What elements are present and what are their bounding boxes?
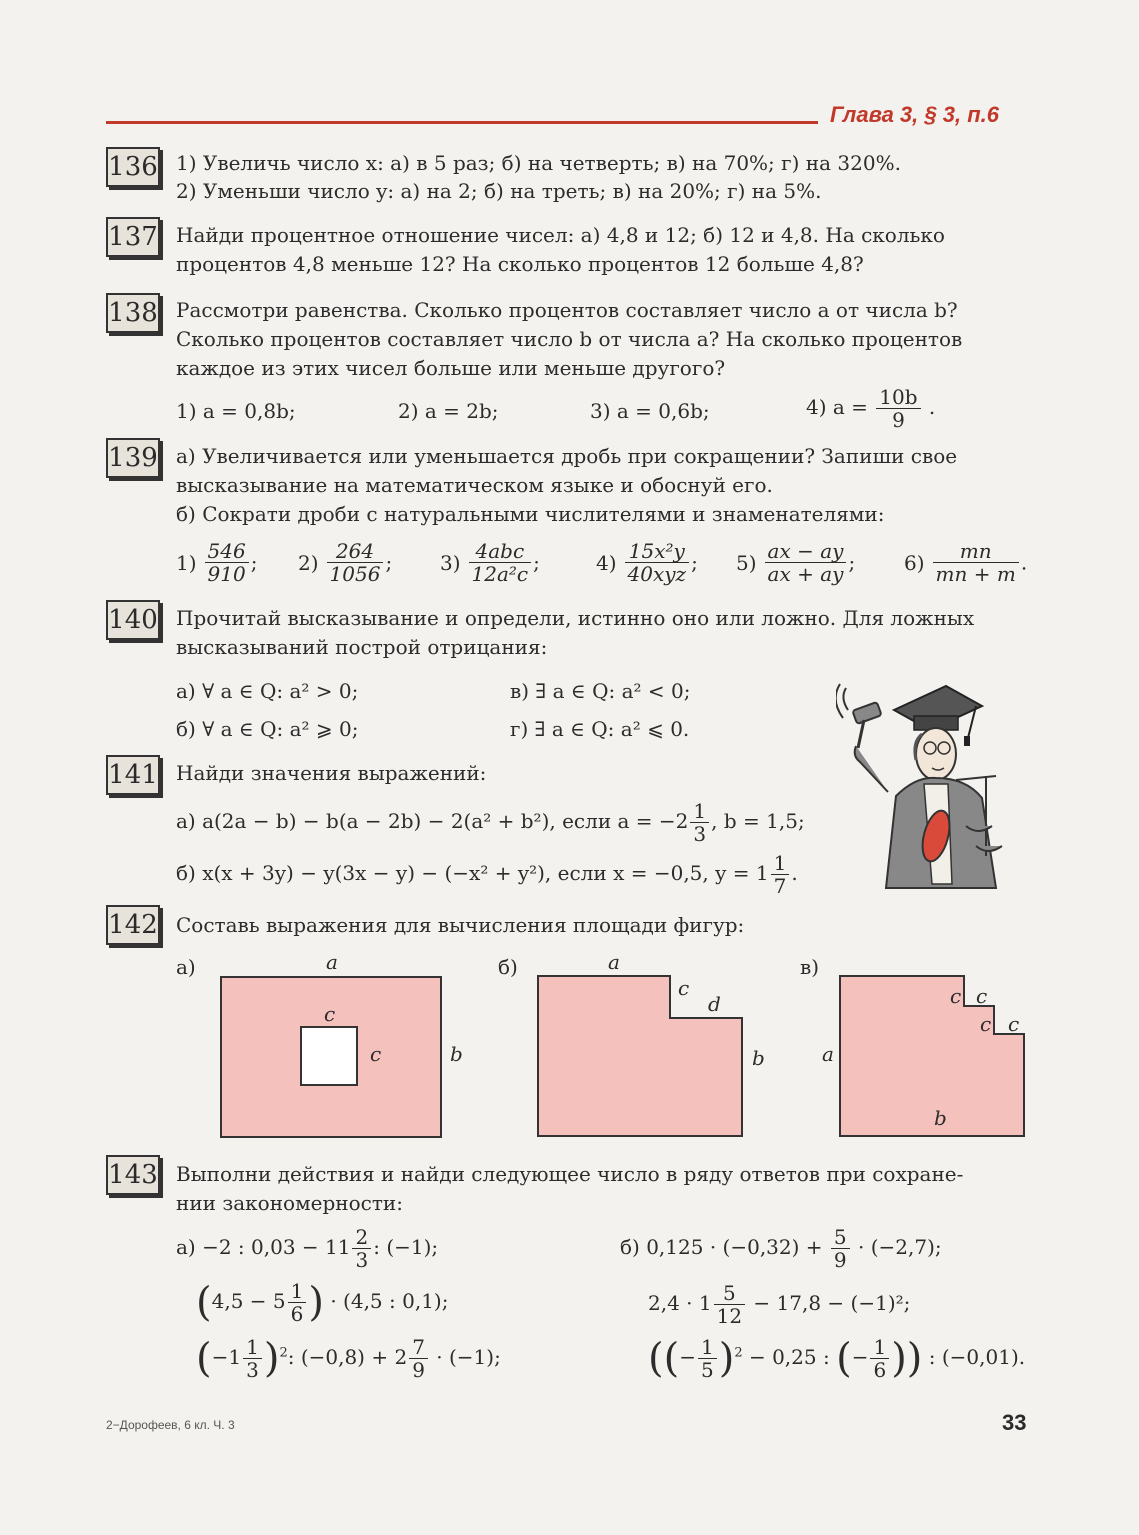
p138-eq3: 3) a = 0,6b; [590,399,710,423]
p139-line2: высказывание на математическом языке и обоснуй его. [176,473,773,497]
problem-number-140: 140 [106,600,160,640]
p139-fraction-separator: ; [533,550,540,575]
p139-line3: б) Сократи дроби с натуральными числителями и знаменателями: [176,502,885,526]
p143-a2 [196,1280,448,1325]
p139-fraction [625,540,690,585]
fig-v-bottom-label: b [934,1106,947,1130]
fig-v-left-label: a [822,1042,834,1066]
fraction-numerator: 1 [288,1280,307,1303]
page-number: 33 [1002,1410,1027,1435]
p143-b3-fraction2 [870,1336,889,1381]
p141-a [176,800,805,845]
p143-b1-fraction [831,1226,850,1271]
p140-g: г) ∃ a ∈ Q: a² ⩽ 0. [510,717,690,741]
fraction-numerator: 1 [870,1336,889,1359]
p143-a3-suffix: · (−1); [436,1345,501,1369]
fraction-denominator: 3 [355,1248,369,1272]
fig-a-inner-top-label: c [324,1002,336,1026]
p139-fraction-label: 2) [298,550,319,575]
p139-fraction-item [736,540,855,585]
p143-a1 [176,1226,438,1271]
paren-open: (( [648,1335,680,1382]
fraction-numerator: 1 [698,1336,717,1359]
fig-b-notch-v-label: c [678,976,690,1000]
p138-line1: Рассмотри равенства. Сколько процентов составляет число a от числа b? [176,298,958,322]
p143-a1-fraction [352,1226,371,1271]
fraction-numerator: 5 [714,1282,745,1305]
fraction-numerator: 546 [205,540,249,563]
problem-number-137: 137 [106,217,160,257]
p142-line1: Составь выражения для вычисления площади фигур: [176,913,745,937]
p139-fraction-label: 5) [736,550,757,575]
fraction-numerator: 2 [352,1226,371,1249]
p143-b2 [648,1282,910,1327]
p143-b2-fraction [714,1282,745,1327]
fraction-denominator: ax + ay [767,562,844,586]
p143-b1 [620,1226,942,1271]
p136-line2: 2) Уменьши число y: а) на 2; б) на треть; в) на 20%; г) на 5%. [176,179,822,203]
p143-a1-prefix: а) −2 : 0,03 − 11 [176,1235,351,1259]
p139-fraction [327,540,384,585]
problem-number-136: 136 [106,147,160,187]
fig-b-notch-h-label: d [708,992,721,1016]
p138-line2: Сколько процентов составляет число b от числа a? На сколько процентов [176,327,963,351]
fraction-numerator: 1 [771,852,790,875]
footer-source: 2−Дорофеев, 6 кл. Ч. 3 [106,1418,235,1432]
p139-line1: а) Увеличивается или уменьшается дробь при сокращении? Запиши свое [176,444,958,468]
fig-a-right-label: b [450,1042,463,1066]
p141-b-suffix: . [791,861,798,885]
p137-line1: Найди процентное отношение чисел: а) 4,8 и 12; б) 12 и 4,8. На сколько [176,223,945,247]
p143-b2-prefix: 2,4 · 1 [648,1291,712,1315]
p143-b3-fraction1 [698,1336,717,1381]
p143-a1-suffix: : (−1); [373,1235,439,1259]
p137-line2: процентов 4,8 меньше 12? На сколько процентов 12 больше 4,8? [176,252,864,276]
fig-b-top-label: a [608,950,620,974]
fraction-denominator: 9 [892,408,905,432]
p140-line2: высказываний построй отрицания: [176,635,548,659]
p139-fraction [933,540,1019,585]
fraction-denominator: 6 [290,1302,304,1326]
fraction-numerator: 1 [690,800,709,823]
fig-a-inner-square [300,1026,358,1086]
fraction-numerator: 4abc [469,540,532,563]
problem-number-143: 143 [106,1155,160,1195]
paren-open: ( [196,1335,212,1382]
p141-b-fraction [771,852,790,897]
fig-b-label: б) [498,955,518,979]
p140-line1: Прочитай высказывание и определи, истинно оно или ложно. Для ложных [176,606,975,630]
p140-v: в) ∃ a ∈ Q: a² < 0; [510,679,691,703]
fraction-denominator: mn + m [935,562,1016,586]
p138-eq4-prefix: 4) a = [806,395,868,419]
exponent: 2 [734,1345,743,1361]
p141-a-prefix: а) a(2a − b) − b(a − 2b) − 2(a² + b²), если a = −2 [176,809,689,833]
fraction-numerator: 1 [243,1336,262,1359]
p141-line1: Найди значения выражений: [176,761,487,785]
paren-close: ) [718,1335,735,1382]
p138-eq1: 1) a = 0,8b; [176,399,296,423]
p139-fraction-label: 6) [904,550,925,575]
fraction-denominator: 9 [833,1248,847,1272]
fraction-denominator: 12a²c [471,562,529,586]
professor-illustration [836,676,1036,896]
p143-b3 [648,1336,1025,1381]
p143-b3-mid: − 0,25 : [748,1345,830,1369]
fig-v-step1-vertical-label: c [950,984,962,1008]
paren-open: ( [836,1335,852,1382]
fig-a-top-label: a [326,950,338,974]
fraction-denominator: 7 [773,874,787,898]
p140-a: а) ∀ a ∈ Q: a² > 0; [176,679,359,703]
paren-close: ) [263,1335,280,1382]
fraction-numerator: ax − ay [765,540,847,563]
p143-a3-fraction2 [409,1336,428,1381]
p141-b-prefix: б) x(x + 3y) − y(3x − y) − (−x² + y²), если x = −0,5, y = 1 [176,861,769,885]
fig-v-step1-horizontal-label: c [976,984,988,1008]
p139-fraction [469,540,532,585]
minus-sign: − [851,1345,869,1369]
p140-b: б) ∀ a ∈ Q: a² ⩾ 0; [176,717,359,741]
p143-a2-fraction [288,1280,307,1325]
p143-a3-mid: : (−0,8) + 2 [287,1345,408,1369]
fraction-numerator: 10b [876,386,920,409]
p139-fraction-label: 1) [176,550,197,575]
p143-a3-fraction1 [243,1336,262,1381]
fraction-denominator: 6 [873,1358,887,1382]
p139-fraction-separator: ; [848,550,856,575]
fraction-denominator: 5 [700,1358,714,1382]
p138-eq2: 2) a = 2b; [398,399,499,423]
fraction-numerator: 15x²y [625,540,690,563]
p139-fraction-separator: . [1020,550,1028,575]
p139-fraction-item [596,540,698,585]
p143-b1-suffix: · (−2,7); [858,1235,942,1259]
fraction-denominator: 910 [207,562,246,586]
p143-b1-prefix: б) 0,125 · (−0,32) + [620,1235,823,1259]
p139-fraction-separator: ; [691,550,698,575]
p139-fraction-separator: ; [250,550,258,575]
p138-eq4 [806,386,935,431]
minus-sign: − [679,1345,696,1369]
fig-a-label: а) [176,955,196,979]
p139-fraction-item [440,540,540,585]
p136-line1: 1) Увеличь число x: а) в 5 раз; б) на четверть; в) на 70%; г) на 320%. [176,151,901,175]
header-rule [106,121,818,124]
fraction-numerator: 7 [409,1336,428,1359]
paren-close: ) [308,1279,324,1326]
p143-line1: Выполни действия и найди следующее число в ряду ответов при сохране- [176,1162,964,1186]
problem-number-141: 141 [106,755,160,795]
fraction-denominator: 3 [693,822,707,846]
p138-eq4-fraction [876,386,920,431]
p143-a3-prefix: −1 [211,1345,242,1369]
p139-fraction-item [298,540,392,585]
fraction-denominator: 40xyz [627,562,687,586]
p141-a-fraction [690,800,709,845]
p143-a2-prefix: 4,5 − 5 [211,1289,286,1313]
p139-fraction-item [176,540,257,585]
problem-number-139: 139 [106,438,160,478]
p139-fraction-item [904,540,1027,585]
problem-number-142: 142 [106,905,160,945]
p141-a-suffix: , b = 1,5; [711,809,805,833]
fig-b-right-label: b [752,1046,765,1070]
p143-a2-suffix: · (4,5 : 0,1); [330,1289,449,1313]
paren-open: ( [196,1279,212,1326]
problem-number-138: 138 [106,293,160,333]
p138-eq4-suffix: . [928,395,936,419]
exponent: 2 [279,1345,288,1361]
fraction-denominator: 12 [716,1304,743,1328]
fraction-numerator: 264 [327,540,384,563]
p143-b2-suffix: − 17,8 − (−1)²; [753,1291,911,1315]
fig-v-step2-vertical-label: c [980,1012,992,1036]
p139-fraction [765,540,847,585]
p139-fraction-separator: ; [385,550,393,575]
fig-v-step2-horizontal-label: c [1008,1012,1020,1036]
fraction-numerator: 5 [831,1226,850,1249]
p138-line3: каждое из этих чисел больше или меньше другого? [176,356,726,380]
chapter-title: Глава 3, § 3, п.6 [830,102,999,127]
p143-a3 [196,1336,501,1381]
p139-fraction [205,540,249,585]
fraction-numerator: mn [933,540,1019,563]
p141-b [176,852,798,897]
fraction-denominator: 1056 [329,562,381,586]
fraction-denominator: 3 [246,1358,259,1382]
p143-line2: нии закономерности: [176,1191,403,1215]
paren-close: )) [891,1335,923,1382]
p143-b3-suffix: : (−0,01). [928,1345,1026,1369]
p139-fraction-label: 3) [440,550,461,575]
fig-a-inner-right-label: c [370,1042,382,1066]
fraction-denominator: 9 [412,1358,425,1382]
fig-v-label: в) [800,955,820,979]
p139-fraction-label: 4) [596,550,617,575]
